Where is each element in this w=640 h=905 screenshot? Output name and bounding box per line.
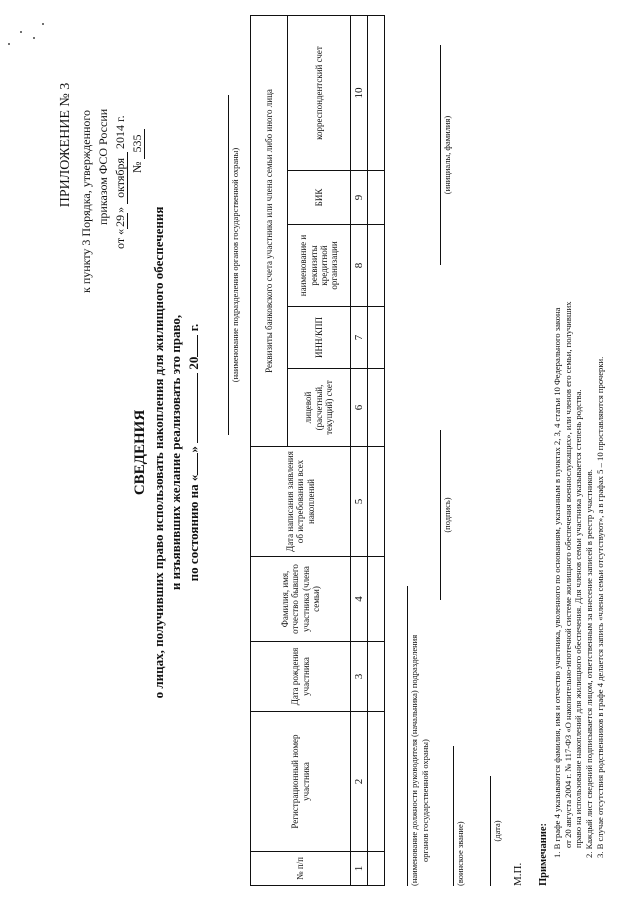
- scan-speck: [33, 37, 35, 39]
- position-line: [407, 586, 408, 886]
- header-cell: № п/п: [251, 852, 351, 886]
- scan-speck: [20, 31, 22, 33]
- column-number: 6: [351, 369, 368, 447]
- column-number: 4: [351, 557, 368, 642]
- column-number: 9: [351, 171, 368, 225]
- signature-line: [440, 430, 441, 600]
- column-number: 3: [351, 642, 368, 712]
- subdivision-caption: (наименование подразделения органов государственной охраны): [230, 147, 240, 383]
- column-number: 10: [351, 15, 368, 170]
- subdivision-line: [228, 95, 229, 435]
- header-cell: наименование и реквизиты кредитной организации: [288, 225, 351, 307]
- rank-caption: (воинское звание): [455, 821, 465, 886]
- header-cell: Фамилия, имя, отчество бывшего участника (члена семьи): [251, 557, 351, 642]
- name-caption: (инициалы, фамилия): [442, 115, 452, 195]
- note-item: право на использование накоплений для жилищного обеспечения. Для членов семьи участника указывается степень родства.: [573, 389, 584, 848]
- appendix-title: ПРИЛОЖЕНИЕ № 3: [58, 82, 73, 208]
- appendix-number: № 535: [129, 13, 146, 293]
- header-group-cell: Реквизиты банковского счета участника или члена семьи либо иного лица: [251, 15, 288, 446]
- column-number: 1: [351, 852, 368, 886]
- heading-date-line: по состоянию на «» 20 г.: [186, 323, 201, 582]
- table-header-row: [251, 15, 288, 885]
- date-caption: (дата): [492, 820, 502, 842]
- header-cell: лицевой (расчетный, текущий) счет: [288, 369, 351, 447]
- header-cell: Дата написания заявления об истребовании всех накоплений: [251, 447, 351, 557]
- note-item: 1. В графе 4 указываются фамилия, имя и отчество участника, уволенного по основаниям, указанным в пунктах 2, 3, 4 статьи 10 Федерального закона: [552, 307, 562, 858]
- header-cell: Регистрационный номер участника: [251, 712, 351, 852]
- scan-speck: [42, 23, 44, 25]
- data-table: [250, 15, 385, 886]
- column-number: 7: [351, 307, 368, 369]
- column-number: 8: [351, 225, 368, 307]
- date-line: [490, 776, 491, 886]
- scan-speck: [8, 43, 10, 45]
- position-caption: (наименование должности руководителя (начальника) подразделения органов государственной охраны): [409, 634, 430, 886]
- header-cell: БИК: [288, 171, 351, 225]
- notes-title: Примечание:: [538, 822, 549, 886]
- seal-mark: М.П.: [512, 862, 524, 886]
- header-cell: ИНН/КПП: [288, 307, 351, 369]
- header-cell: корреспондентский счет: [288, 15, 351, 170]
- appendix-line-1: к пункту 3 Порядка, утвержденного: [79, 109, 93, 293]
- header-cell: Дата рождения участника: [251, 642, 351, 712]
- signature-caption: (подпись): [442, 497, 452, 533]
- appendix-line-2: приказом ФСО России: [96, 108, 110, 225]
- note-item: 3. В случае отсутствия родственников в графе 4 делается запись «члены семьи отсутствуют», а в графах 5 – 10 проставляются прочерки.: [594, 356, 605, 858]
- column-number-row: [351, 15, 368, 885]
- appendix-date: от «29» октября 2014 г.: [113, 115, 127, 249]
- column-number: 5: [351, 447, 368, 557]
- note-item: от 20 августа 2004 г. № 117-ФЗ «О накопительно-ипотечной системе жилищного обеспечения военнослужащих», или членов его семьи, получивших: [562, 301, 573, 848]
- heading-line-2: и изъявивших желание реализовать это право,: [168, 314, 183, 591]
- rank-line: [453, 746, 454, 886]
- heading-line-1: о лицах, получивших право использовать накопления для жилищного обеспечения: [151, 206, 166, 699]
- name-line: [440, 45, 441, 265]
- table-row: [368, 15, 385, 885]
- note-item: 2. Каждый лист сведений подписывается лицом, ответственным за внесение записей в реестр участников.: [584, 469, 595, 858]
- document-title: СВЕДЕНИЯ: [132, 409, 148, 496]
- notes-list: [552, 8, 606, 858]
- column-number: 2: [351, 712, 368, 852]
